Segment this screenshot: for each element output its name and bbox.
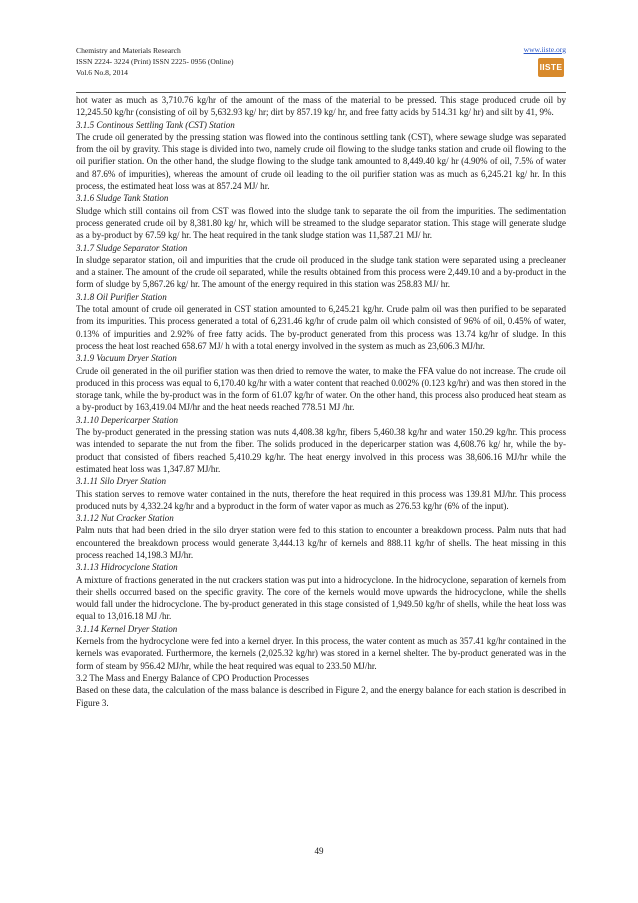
journal-issn: ISSN 2224- 3224 (Print) ISSN 2225- 0956 (Online) <box>76 57 234 66</box>
journal-volume: Vol.6 No.8, 2014 <box>76 68 128 77</box>
journal-url-link[interactable]: www.iiste.org <box>523 45 566 54</box>
section-heading: 3.1.11 Silo Dryer Station <box>76 476 167 487</box>
section-heading: 3.1.10 Depericarper Station <box>76 414 179 425</box>
paragraph: Sludge which still contains oil from CST was flowed into the sludge tank to separate the oil from the impurities. The sedimentation process generated crude oil by 8,381.80 kg/ hr, which will be streamed to the sludge separator station. This stage will generate sludge as a by-product by 67.59 kg/ hr. The heat required in the tank sludge station was 11,587.21 MJ/ hr. <box>76 205 566 241</box>
section-heading: 3.1.6 Sludge Tank Station <box>76 193 169 204</box>
section-heading: 3.1.8 Oil Purifier Station <box>76 291 167 302</box>
section-heading: 3.1.7 Sludge Separator Station <box>76 242 188 253</box>
paragraph: Palm nuts that had been dried in the silo dryer station were fed to this station to encounter a breakdown process. Palm nuts that had encountered the breakdown process would generate 3,444.13 kg/hr of kernels and 888.11 kg/hr of shells. The heat missing in this process reached 14,198.3 MJ/hr. <box>76 525 566 560</box>
section-heading: 3.1.9 Vacuum Dryer Station <box>76 353 177 364</box>
paragraph: The by-product generated in the pressing station was nuts 4,408.38 kg/hr, fibers 5,460.38 kg/hr and water 150.29 kg/hr. This process was intended to separate the nut from the fiber. The solids produced in the depericarper station was 4,608.76 kg/ hr, while the by-product that consisted of fibers reached 5,410.29 kg/hr. The heat energy involved in this process was 38,606.16 MJ/hr while the estimated heat loss was 1,347.87 MJ/hr. <box>76 427 566 474</box>
paragraph: A mixture of fractions generated in the nut crackers station was put into a hidrocyclone. In the hidrocyclone, separation of kernels from their shells occurred based on the specific gravity. The core of the kernels would move upwards the hidrocyclone, while the shells would fall under the hidrocyclone. The by-product generated in this stage consisted of 1,949.50 kg/hr of shells, while the heat loss was equal to 13,016.18 MJ /hr. <box>76 574 566 622</box>
paragraph: hot water as much as 3,710.76 kg/hr of the amount of the mass of the material to be pressed. This stage produced crude oil by 12,245.50 kg/hr (consisting of oil by 5,632.93 kg/ hr; dirt by 857.19 kg/ hr, and free fatty acids by 514.31 kg/ hr) and silt by 41, 9%. <box>76 95 566 118</box>
paragraph: The total amount of crude oil generated in CST station amounted to 6,245.21 kg/hr. Crude palm oil was then purified to be separated from its impurities. This process generated a total of 6,231.46 kg/hr of crude palm oil which consisted of 96% of oil, 0.45% of water, 0.13% of impurities and 2.92% of free fatty acids. The by-product generated from this process was 13.74 kg/hr of sludge. In this process the heat lost reached 658.67 MJ/ h with a total energy involved in the system as much as 23,606.3 MJ/hr. <box>76 304 566 351</box>
section-heading: 3.1.12 Nut Cracker Station <box>76 513 174 524</box>
section-heading: 3.2 The Mass and Energy Balance of CPO Production Processes <box>76 672 309 683</box>
iiste-logo <box>538 58 564 77</box>
section-heading: 3.1.5 Continous Settling Tank (CST) Station <box>76 119 235 130</box>
section-heading: 3.1.14 Kernel Dryer Station <box>76 623 178 634</box>
paragraph: Crude oil generated in the oil purifier station was then dried to remove the water, to make the FFA value do not increase. The crude oil produced in this process was equal to 6,170.40 kg/hr with a water content that reached 0.002% (0.123 kg/hr) and was then stored in the storage tank, while the by-product was in the form of 61.07 kg/hr of water. On the other hand, this process also produced heat steam as a by-product by 163,419.04 MJ/hr and the heat needs reached 778.51 MJ /hr. <box>76 365 566 413</box>
section-heading: 3.1.13 Hidrocyclone Station <box>76 562 178 573</box>
journal-header <box>76 45 566 95</box>
journal-name: Chemistry and Materials Research <box>76 46 181 55</box>
iiste-logo-text: IISTE <box>539 62 563 72</box>
paragraph: In sludge separator station, oil and impurities that the crude oil produced in the sludge tank station were separated using a precleaner and a stainer. The amount of the crude oil separated, while the results obtained from this process were 2,449.10 and a by-product in the form of sludge by 5,867.26 kg/ hr. The amount of the energy required in this station was 258.83 MJ/ hr. <box>76 254 566 290</box>
paragraph: This station serves to remove water contained in the nuts, therefore the heat required in this process was 139.81 MJ/hr. This process produced nuts by 4,332.24 kg/hr and a byproduct in the form of water vapor as much as 276.53 kg/hr (6% of the input). <box>76 488 566 511</box>
header-divider <box>76 92 566 93</box>
paragraph: Kernels from the hydrocyclone were fed into a kernel dryer. In this process, the water content as much as 357.41 kg/hr contained in the kernels was evaporated. Furthermore, the kernels (2,025.32 kg/hr) was stored in a kernel shelter. The by-product generated was in the form of steam by 956.42 MJ/hr, while the heat required was equal to 233.50 MJ/hr. <box>76 636 566 671</box>
paragraph: Based on these data, the calculation of the mass balance is described in Figure 2, and the energy balance for each station is described in Figure 3. <box>76 685 566 708</box>
article-body <box>76 94 566 709</box>
page-number: 49 <box>314 846 324 856</box>
paragraph: The crude oil generated by the pressing station was flowed into the continous settling tank (CST), where sewage sludge was separated from the oil by gravity. This stage is divided into two, namely crude oil flowing to the sludge tanks station and crude oil flowing to the oil purifier station. On the other hand, the sludge flowing to the sludge tank amounted to 8,449.40 kg/ hr (4.90% of oil, 7.5% of water and 87.6% of impurities), whereas the amount of crude oil leading to the oil purifier station was as much as 6,245.21 kg/ hr. In this process, the estimated heat loss was at 857.24 MJ/ hr. <box>76 131 566 192</box>
